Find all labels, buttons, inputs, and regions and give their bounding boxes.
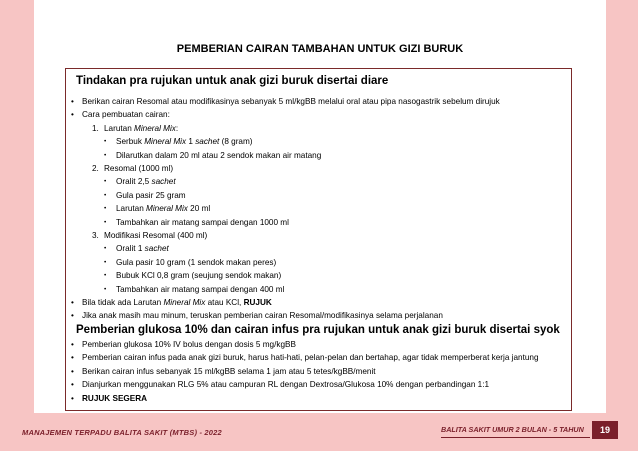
list-item-text: Dianjurkan menggunakan RLG 5% atau campuran RL dengan Dextrosa/Glukosa 10% dengan perbandingan 1:1 bbox=[82, 380, 490, 390]
document-page bbox=[34, 0, 606, 413]
bullet-marker: • bbox=[104, 178, 107, 186]
bullet-marker: • bbox=[71, 110, 74, 120]
list-item-text: Gula pasir 25 gram bbox=[116, 190, 186, 200]
list-item-text: Pemberian glukosa 10% IV bolus dengan dosis 5 mg/kgBB bbox=[82, 340, 296, 349]
section-heading-diare: Tindakan pra rujukan untuk anak gizi buruk disertai diare bbox=[76, 75, 389, 87]
list-item-text: Pemberian cairan infus pada anak gizi buruk, harus hati-hati, pelan-pelan dan bertahap, agar tidak memperberat kerja jantung bbox=[82, 353, 539, 363]
bullet-marker: • bbox=[104, 258, 107, 266]
list-item-text: Larutan Mineral Mix: bbox=[104, 123, 179, 133]
bullet-marker: • bbox=[71, 311, 74, 321]
list-item-text: Cara pembuatan cairan: bbox=[82, 110, 170, 120]
number-marker: 2. bbox=[92, 164, 99, 173]
list-item-text: Jika anak masih mau minum, teruskan pemberian cairan Resomal/modifikasinya selama perjalanan bbox=[82, 311, 443, 321]
number-marker: 1. bbox=[92, 123, 99, 133]
bullet-marker: • bbox=[104, 245, 107, 253]
list-item-text: Serbuk Mineral Mix 1 sachet (8 gram) bbox=[116, 137, 253, 147]
bullet-marker: • bbox=[71, 97, 74, 106]
bullet-marker: • bbox=[71, 298, 74, 307]
list-item-text: Resomal (1000 ml) bbox=[104, 164, 174, 173]
bullet-marker: • bbox=[71, 393, 74, 403]
bullet-marker: • bbox=[71, 340, 74, 349]
bullet-marker: • bbox=[104, 138, 107, 146]
bullet-marker: • bbox=[71, 380, 74, 390]
list-item-text: Oralit 2,5 sachet bbox=[116, 177, 176, 187]
list-item-text: Tambahkan air matang sampai dengan 400 ml bbox=[116, 284, 285, 294]
footer-right-text: BALITA SAKIT UMUR 2 BULAN - 5 TAHUN bbox=[441, 425, 584, 434]
list-item-text: Modifikasi Resomal (400 ml) bbox=[104, 231, 208, 240]
bullet-marker: • bbox=[104, 272, 107, 280]
footer-divider bbox=[441, 437, 590, 438]
section-heading-syok: Pemberian glukosa 10% dan cairan infus pra rujukan untuk anak gizi buruk disertai syok bbox=[76, 324, 560, 336]
page-title: PEMBERIAN CAIRAN TAMBAHAN UNTUK GIZI BURUK bbox=[176, 43, 464, 55]
list-item-text: Bubuk KCl 0,8 gram (seujung sendok makan) bbox=[116, 271, 282, 281]
bullet-marker: • bbox=[104, 191, 107, 199]
content-box bbox=[65, 68, 572, 411]
list-item-text: Berikan cairan infus sebanyak 15 ml/kgBB selama 1 jam atau 5 tetes/kgBB/menit bbox=[82, 366, 376, 376]
bullet-marker: • bbox=[104, 218, 107, 226]
list-item-text: Gula pasir 10 gram (1 sendok makan peres) bbox=[116, 257, 277, 267]
bullet-marker: • bbox=[104, 151, 107, 159]
number-marker: 3. bbox=[92, 231, 99, 240]
list-item-text: Tambahkan air matang sampai dengan 1000 ml bbox=[116, 217, 289, 227]
list-item-text: Dilarutkan dalam 20 ml atau 2 sendok makan air matang bbox=[116, 150, 322, 160]
list-item-text: RUJUK SEGERA bbox=[82, 393, 148, 403]
list-item-text: Berikan cairan Resomal atau modifikasinya sebanyak 5 ml/kgBB melalui oral atau pipa nasogastrik sebelum dirujuk bbox=[82, 97, 500, 106]
list-item-text: Larutan Mineral Mix 20 ml bbox=[116, 204, 211, 214]
bullet-marker: • bbox=[71, 366, 74, 376]
list-item-text: Oralit 1 sachet bbox=[116, 244, 169, 254]
bullet-marker: • bbox=[104, 205, 107, 213]
page-number: 19 bbox=[592, 421, 618, 439]
bullet-marker: • bbox=[71, 353, 74, 363]
list-item-text: Bila tidak ada Larutan Mineral Mix atau KCl, RUJUK bbox=[82, 298, 272, 307]
bullet-marker: • bbox=[104, 285, 107, 293]
footer-left-text: MANAJEMEN TERPADU BALITA SAKIT (MTBS) - 2022 bbox=[22, 428, 222, 437]
